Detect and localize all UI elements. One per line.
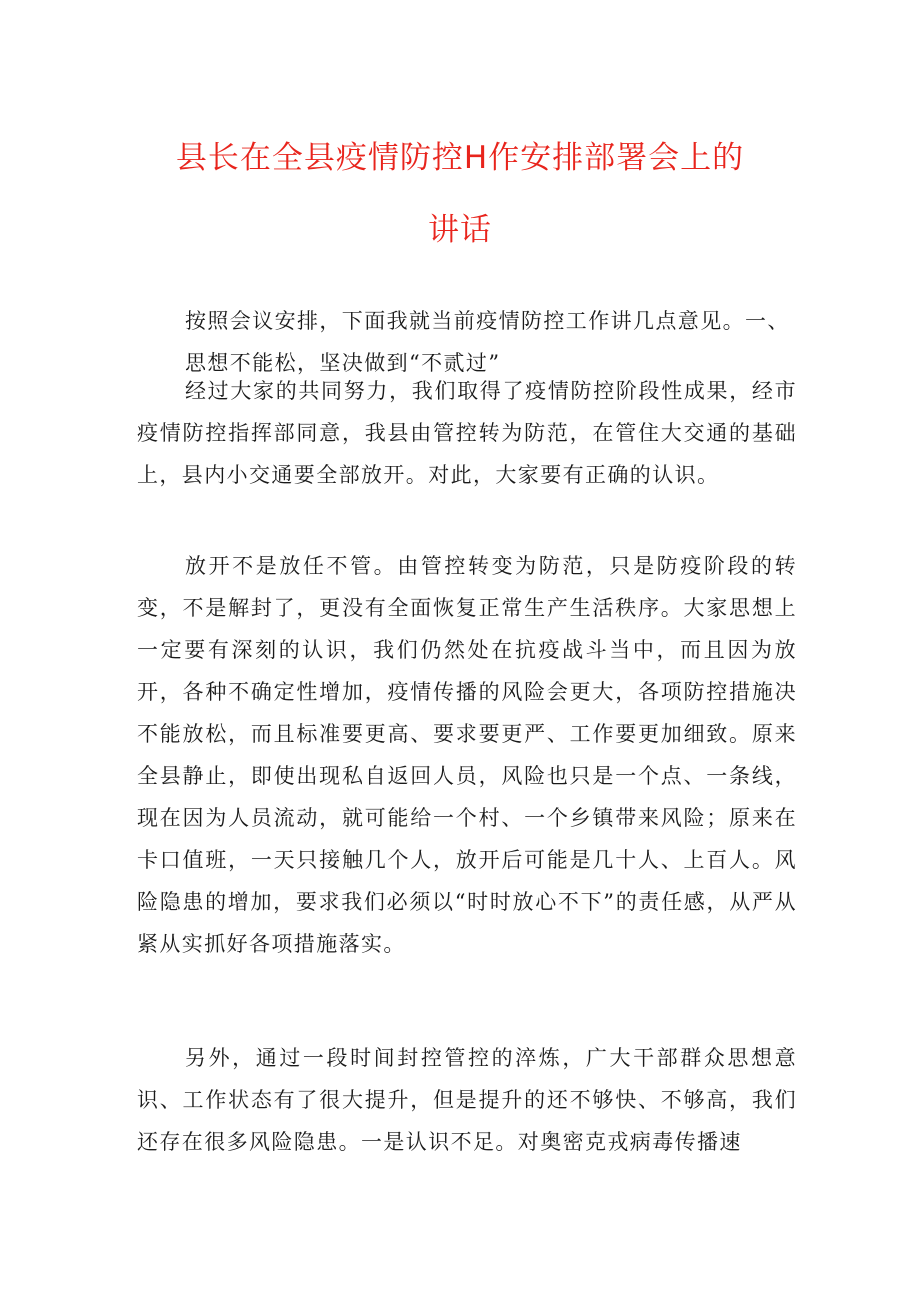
document-title-line1: 县长在全县疫情防控H作安排部署会上的 (175, 140, 745, 176)
intro-paragraph: 按照会议安排，下面我就当前疫情防控工作讲几点意见。一、 (185, 309, 790, 333)
document-title-line2: 讲话 (428, 212, 492, 248)
section-heading: 思想不能松，坚决做到“不贰过” (185, 351, 501, 375)
body-paragraph-1: 经过大家的共同努力，我们取得了疫情防控阶段性成果，经市疫情防控指挥部同意，我县由管控转为防范，在管住大交通的基础上，县内小交通要全部放开。对此，大家要有正确的认识。 (137, 379, 797, 487)
body-paragraph-2: 放开不是放任不管。由管控转变为防范，只是防疫阶段的转变，不是解封了，更没有全面恢复正常生产生活秩序。大家思想上一定要有深刻的认识，我们仍然处在抗疫战斗当中，而且因为放开，各种不确定性增加，疫情传播的风险会更大，各项防控措施决不能放松，而且标准要更高、要求要更严、工作要更加细致。原来全县静止，即使出现私自返回人员，风险也只是一个点、一条线，现在因为人员流动，就可能给一个村、一个乡镇带来风险；原来在卡口值班，一天只接触几个人，放开后可能是几十人、上百人。风险隐患的增加，要求我们必须以“时时放心不下”的责任感，从严从紧从实抓好各项措施落实。 (137, 554, 797, 956)
body-paragraph-3: 另外，通过一段时间封控管控的淬炼，广大干部群众思想意识、工作状态有了很大提升，但是提升的还不够快、不够高，我们还存在很多风险隐患。一是认识不足。对奥密克戎病毒传播速 (137, 1046, 797, 1154)
